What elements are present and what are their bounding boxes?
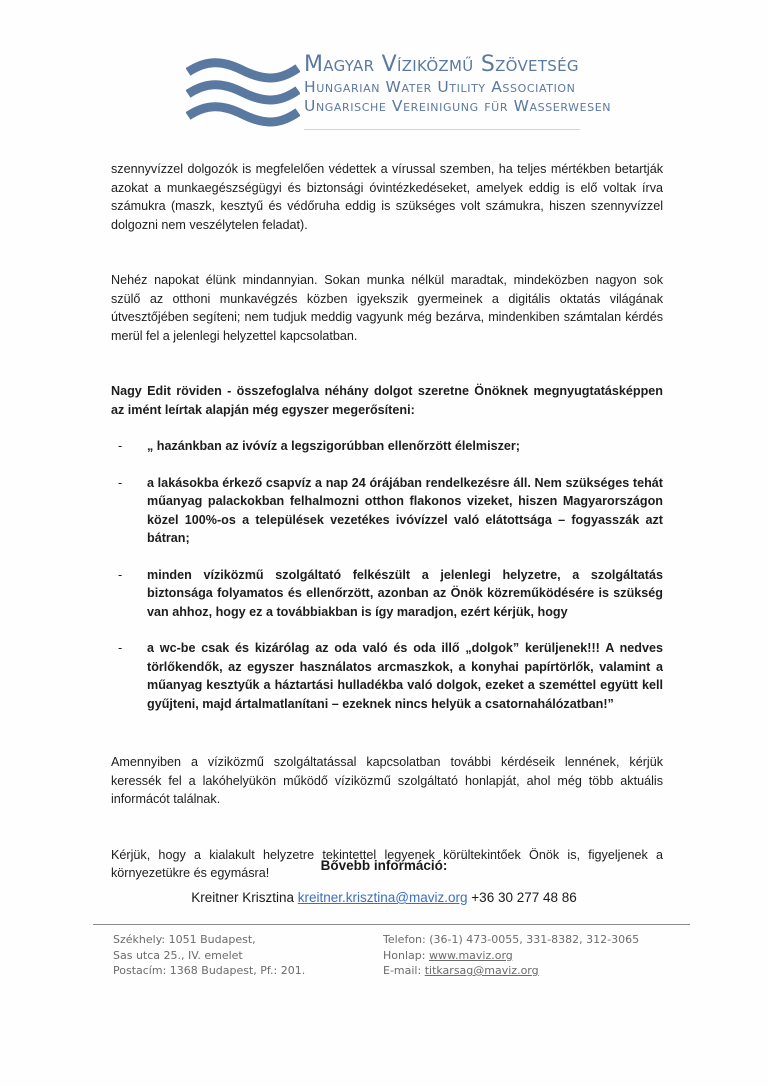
list-item-text: a wc-be csak és kizárólag az oda való és oda illő „dolgok” kerüljenek!!! A nedves törlőkendők, az egyszer használatos arcmaszkok, a konyhai papírtörlők, valamint a műanyag kesztyűk a háztartási hulladékba való dolgok, ezeket a szeméttel együtt kell gyűjteni, majd ártalmatlanítani – ezeknek nincs helyük a csatornahálózatban!” [147, 641, 663, 711]
contact-phone: +36 30 277 48 86 [471, 890, 577, 905]
list-item [111, 474, 663, 548]
bullet-dash: - [118, 567, 123, 582]
footer-headquarters: Székhely: 1051 Budapest, [113, 933, 256, 946]
paragraph-hard-days: Nehéz napokat élünk mindannyian. Sokan munka nélkül maradtak, mindeközben nagyon sok szülő az otthoni munkavégzés közben igyekszik gyermeinek a digitális oktatás világának útvesztőjében segíteni; nem tudjuk meddig vagyunk még bezárva, mindenkiben számtalan kérdés merül fel a jelenlegi helyzettel kapcsolatban. [111, 273, 663, 343]
paragraph-closing-request: Kérjük, hogy a kialakult helyzetre tekintettel legyenek körültekintőek Önök is, figyeljenek a környezetükre és egymásra! [111, 847, 663, 880]
key-points-list [111, 437, 663, 713]
list-item [111, 437, 663, 456]
footer-postal-address: Postacím: 1368 Budapest, Pf.: 201. [113, 964, 306, 977]
footer-street: Sas utca 25., IV. emelet [113, 948, 243, 962]
footer-phone: Telefon: (36-1) 473-0055, 331-8382, 312-3065 [383, 933, 640, 946]
footer-email-label: E-mail: [383, 964, 425, 977]
bullet-dash: - [118, 641, 123, 655]
footer-address [113, 932, 305, 979]
paragraph-further-questions: Amennyiben a víziközmű szolgáltatással kapcsolatban további kérdéseik lennének, kérjük keressék fel a lakóhelyükön működő víziközmű szolgáltató honlapját, ahol még több aktuális informácót találnak. [111, 755, 663, 806]
bullet-dash: - [118, 439, 123, 453]
footer-contacts [383, 932, 639, 979]
footer-website-link[interactable]: www.maviz.org [428, 948, 513, 962]
org-name-hungarian: Magyar Víziközmű Szövetség [304, 52, 579, 77]
organization-name [304, 52, 611, 116]
contact-line [0, 890, 768, 905]
paragraph-workers-protection: szennyvízzel dolgozók is megfelelően védettek a vírussal szemben, ha teljes mértékben betartják azokat a munkaegészségügyi és biztonsági óvintézkedéseket, amelyek eddig is elő voltak írva számukra (maszk, kesztyű és védőruha eddig is szükséges volt számukra, hiszen szennyvízzel dolgozni nem veszélytelen feladat). [111, 162, 663, 232]
contact-name: Kreitner Krisztina [191, 890, 294, 905]
letterhead-divider [304, 129, 580, 130]
water-waves-icon [186, 58, 300, 130]
list-item-text: minden víziközmű szolgáltató felkészült a jelenlegi helyzetre, a szolgáltatás biztonsága folyamatos és ellenőrzött, azonban az Önök közreműködésére is szükség van ahhoz, hogy ez a továbbiakban is így maradjon, ezért kérjük, hogy [147, 567, 663, 619]
list-item [111, 639, 663, 713]
paragraph-summary-intro: Nagy Edit röviden - összefoglalva néhány dolgot szeretne Önöknek megnyugtatásképpen az imént leírtak alapján még egyszer megerősíteni: [111, 384, 663, 417]
bullet-dash: - [118, 475, 123, 490]
contact-email-link[interactable]: kreitner.krisztina@maviz.org [297, 890, 468, 905]
footer-email [383, 963, 639, 979]
footer-website-label: Honlap: [383, 948, 429, 962]
footer-email-link[interactable]: titkarsag@maviz.org [424, 964, 539, 977]
list-item [111, 566, 663, 622]
letter-body [111, 160, 663, 883]
list-item-text: „ hazánkban az ivóvíz a legszigorúbban ellenőrzött élelmiszer; [147, 439, 521, 453]
org-name-german: Ungarische Vereinigung für Wasserwesen [304, 97, 612, 115]
list-item-text: a lakásokba érkező csapvíz a nap 24 órájában rendelkezésre áll. Nem szükséges tehát műanyag palackokban felhalmozni otthon flakonos vizeket, hiszen Magyarországon közel 100%-os a települések vezetékes ivóvízzel való elátottsága – fogyasszák azt bátran; [147, 475, 663, 545]
letterhead-logo [186, 52, 612, 137]
more-info-heading: Bővebb információ: [320, 858, 448, 873]
org-name-english: Hungarian Water Utility Association [304, 78, 576, 96]
footer-website [383, 948, 639, 964]
footer-divider [93, 924, 690, 925]
